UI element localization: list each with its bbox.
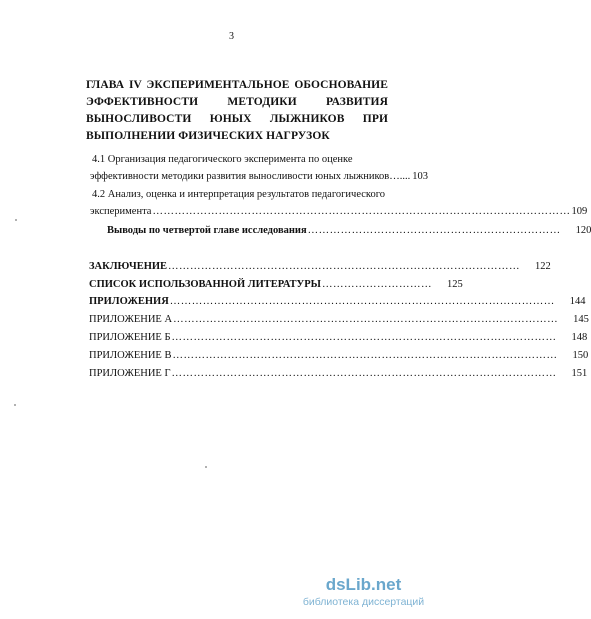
toc-entry-4-1-line2: эффективности методики развития выносливости юных лыжников….... [90, 171, 411, 182]
chapter-heading: ГЛАВА IV ЭКСПЕРИМЕНТАЛЬНОЕ ОБОСНОВАНИЕ ЭФФЕКТИВНОСТИ МЕТОДИКИ РАЗВИТИЯ ВЫНОСЛИВОСТИ ЮНЫХ ЛЫЖНИКОВ ПРИ ВЫПОЛНЕНИИ ФИЗИЧЕСКИХ НАГРУЗОК [86, 79, 388, 142]
scan-speck [14, 404, 16, 406]
toc-entry-appendix-v[interactable] [89, 347, 589, 364]
toc-entry-appendices-label: ПРИЛОЖЕНИЯ [89, 296, 169, 307]
scan-speck [15, 219, 17, 221]
toc-entry-4-2-line1: 4.2 Анализ, оценка и интерпретация результатов педагогического [92, 189, 386, 200]
toc-leader-dots: …………………………………………………………………………………………… [171, 332, 557, 343]
toc-entry-conclusions-page: 120 [575, 225, 591, 236]
toc-leader-dots: …………………………………………………………………………………………… [173, 314, 559, 325]
toc-entry-conclusions[interactable] [107, 222, 591, 239]
toc-entry-4-1[interactable] [90, 151, 428, 185]
toc-leader-dots: ………………………… [321, 279, 432, 290]
toc-entry-appendix-g-page: 151 [571, 368, 588, 379]
toc-entry-appendices-page: 144 [569, 296, 586, 307]
toc-leader-dots: …………………………………………………………………………………………… [169, 296, 555, 307]
toc-entry-appendix-a-label: ПРИЛОЖЕНИЕ А [89, 314, 173, 325]
toc-entry-conclusions-label: Выводы по четвертой главе исследования [107, 225, 307, 236]
watermark-caption: библиотека диссертаций [302, 596, 425, 608]
toc-entry-appendix-v-page: 150 [572, 350, 589, 361]
toc-entry-4-1-page: 103 [412, 171, 428, 182]
watermark [281, 576, 446, 609]
toc-entry-conclusion-label: ЗАКЛЮЧЕНИЕ [89, 261, 168, 272]
toc-entry-references-label: СПИСОК ИСПОЛЬЗОВАННОЙ ЛИТЕРАТУРЫ [89, 279, 321, 290]
toc-entry-references[interactable] [89, 276, 463, 293]
toc-entry-appendix-v-label: ПРИЛОЖЕНИЕ В [89, 350, 172, 361]
toc-entry-appendix-g[interactable] [89, 365, 588, 382]
toc-leader-dots: …………………………………………………………………………………………………… [152, 206, 571, 217]
toc-entry-appendix-b-label: ПРИЛОЖЕНИЕ Б [89, 332, 171, 343]
toc-entry-4-1-line1: 4.1 Организация педагогического эксперимента по оценке [92, 154, 353, 165]
toc-entry-appendix-a[interactable] [89, 311, 589, 328]
toc-entry-appendix-g-label: ПРИЛОЖЕНИЕ Г [89, 368, 171, 379]
toc-leader-dots: …………………………………………………………………………………… [168, 261, 521, 272]
page-number: 3 [229, 31, 234, 42]
watermark-brand: dsLib.net [325, 575, 402, 594]
toc-entry-conclusion[interactable] [89, 258, 551, 275]
toc-leader-dots: …………………………………………………………… [307, 225, 561, 236]
toc-entry-4-2-line2: эксперимента [90, 206, 152, 217]
toc-entry-4-2-page: 109 [571, 206, 588, 217]
toc-leader-dots: …………………………………………………………………………………………… [171, 368, 557, 379]
toc-entry-appendix-b[interactable] [89, 329, 588, 346]
toc-leader-dots: …………………………………………………………………………………………… [172, 350, 558, 361]
toc-entry-appendix-b-page: 148 [571, 332, 588, 343]
toc-entry-references-page: 125 [446, 279, 463, 290]
toc-entry-4-2[interactable] [90, 186, 588, 220]
scan-speck [205, 466, 207, 468]
toc-entry-conclusion-page: 122 [535, 261, 551, 272]
toc-entry-appendices[interactable] [89, 293, 586, 310]
toc-entry-appendix-a-page: 145 [573, 314, 589, 325]
